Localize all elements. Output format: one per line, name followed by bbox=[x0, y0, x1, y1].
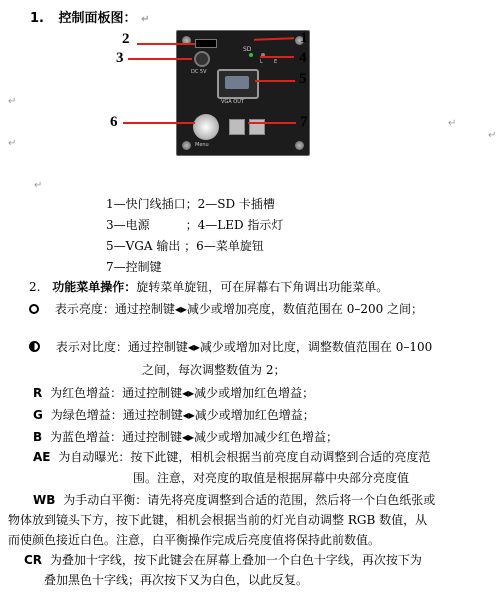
section-1-title: 控制面板图： bbox=[58, 11, 137, 26]
callout-line-2 bbox=[137, 43, 195, 45]
paragraph-mark: ↵ bbox=[141, 14, 150, 25]
section-1-number: 1. bbox=[30, 11, 44, 26]
callout-1: 1 bbox=[300, 30, 308, 46]
contrast-icon bbox=[29, 341, 40, 352]
cr-symbol: CR bbox=[24, 553, 43, 567]
contrast-item bbox=[29, 339, 432, 355]
legend-line: 5—VGA 输出 ；6—菜单旋钮 bbox=[106, 239, 264, 253]
brightness-text: 表示亮度：通过控制键◂▸减少或增加亮度，数值范围在 0–200 之间； bbox=[54, 302, 424, 316]
menu-knob bbox=[193, 114, 219, 140]
power-jack bbox=[194, 51, 210, 67]
sd-slot bbox=[195, 39, 217, 48]
green-symbol: G bbox=[33, 408, 43, 422]
screw-icon bbox=[182, 141, 191, 150]
wb-text-1: 为手动白平衡：请先将亮度调整到合适的范围，然后将一个白色纸张或 bbox=[63, 493, 436, 507]
red-item bbox=[33, 385, 314, 401]
brightness-icon bbox=[29, 304, 39, 314]
legend-line: 7—控制键 bbox=[106, 260, 162, 274]
wb-item bbox=[33, 492, 435, 508]
paragraph-mark: ↵ bbox=[34, 180, 43, 191]
vga-connector bbox=[225, 76, 249, 89]
knob-label: Menu bbox=[195, 142, 209, 148]
contrast-text-1: 表示对比度：通过控制键◂▸减少或增加对比度，调整数值范围在 0–100 bbox=[55, 340, 433, 354]
callout-line-6 bbox=[123, 122, 195, 124]
red-text: 为红色增益：通过控制键◂▸减少或增加红色增益； bbox=[50, 386, 315, 400]
section-2-heading bbox=[29, 279, 388, 295]
ae-item bbox=[33, 449, 430, 465]
screw-icon bbox=[295, 141, 304, 150]
section-2-intro: 旋转菜单旋钮，可在屏幕右下角调出功能菜单。 bbox=[136, 280, 389, 294]
cr-text-1: 为叠加十字线，按下此键会在屏幕上叠加一个白色十字线，再次按下为 bbox=[49, 553, 422, 567]
paragraph-mark: ↵ bbox=[8, 96, 17, 107]
callout-3: 3 bbox=[116, 50, 124, 66]
control-key bbox=[229, 119, 245, 135]
led-label: E bbox=[274, 59, 278, 65]
section-2-number: 2. bbox=[29, 280, 41, 294]
cr-item bbox=[24, 552, 422, 568]
blue-item bbox=[33, 429, 338, 445]
legend-line: 3—电源 ；4—LED 指示灯 bbox=[106, 218, 284, 232]
contrast-text-2: 之间，每次调整数值为 2； bbox=[142, 363, 286, 377]
paragraph-mark: ↵ bbox=[8, 138, 17, 149]
section-1-heading bbox=[30, 7, 149, 26]
callout-line-3 bbox=[128, 58, 192, 60]
green-text: 为绿色增益：通过控制键◂▸减少或增加红色增益； bbox=[50, 408, 315, 422]
vga-label: VGA OUT bbox=[221, 99, 244, 105]
callout-6: 6 bbox=[110, 114, 118, 130]
callout-line-4 bbox=[260, 56, 294, 58]
brightness-item bbox=[29, 301, 423, 317]
wb-text-3: 而使颜色接近白色。注意，白平衡操作完成后亮度值将保持此前数值。 bbox=[8, 533, 381, 547]
callout-5: 5 bbox=[299, 71, 307, 87]
wb-symbol: WB bbox=[33, 493, 56, 507]
blue-symbol: B bbox=[33, 430, 43, 444]
paragraph-mark: ↵ bbox=[488, 130, 497, 141]
blue-text: 为蓝色增益：通过控制键◂▸减少或增加减少红色增益； bbox=[49, 430, 339, 444]
ae-symbol: AE bbox=[33, 450, 51, 464]
cr-text-2: 叠加黑色十字线；再次按下又为白色，以此反复。 bbox=[44, 573, 309, 587]
callout-7: 7 bbox=[300, 114, 308, 130]
led-icon bbox=[249, 53, 253, 57]
control-panel-image bbox=[176, 30, 310, 156]
legend-line: 1—快门线插口；2—SD 卡插槽 bbox=[106, 197, 275, 211]
paragraph-mark: ↵ bbox=[448, 118, 457, 129]
green-item bbox=[33, 407, 315, 423]
red-symbol: R bbox=[33, 386, 43, 400]
dc-label: DC 5V bbox=[191, 69, 207, 75]
vga-port bbox=[217, 69, 259, 99]
led-label: L bbox=[260, 59, 263, 65]
callout-4: 4 bbox=[299, 50, 307, 66]
callout-line-5 bbox=[255, 80, 295, 82]
sd-label: SD bbox=[243, 46, 252, 53]
ae-text-2: 围。注意，对亮度的取值是根据屏幕中央部分亮度值 bbox=[133, 471, 410, 485]
section-2-title: 功能菜单操作： bbox=[52, 280, 137, 294]
wb-text-2: 物体放到镜头下方，按下此键，相机会根据当前的灯光自动调整 RGB 数值，从 bbox=[8, 513, 428, 527]
ae-text-1: 为自动曝光：按下此键，相机会根据当前亮度自动调整到合适的亮度范 bbox=[58, 450, 431, 464]
callout-2: 2 bbox=[122, 31, 130, 47]
callout-line-7 bbox=[248, 122, 296, 124]
